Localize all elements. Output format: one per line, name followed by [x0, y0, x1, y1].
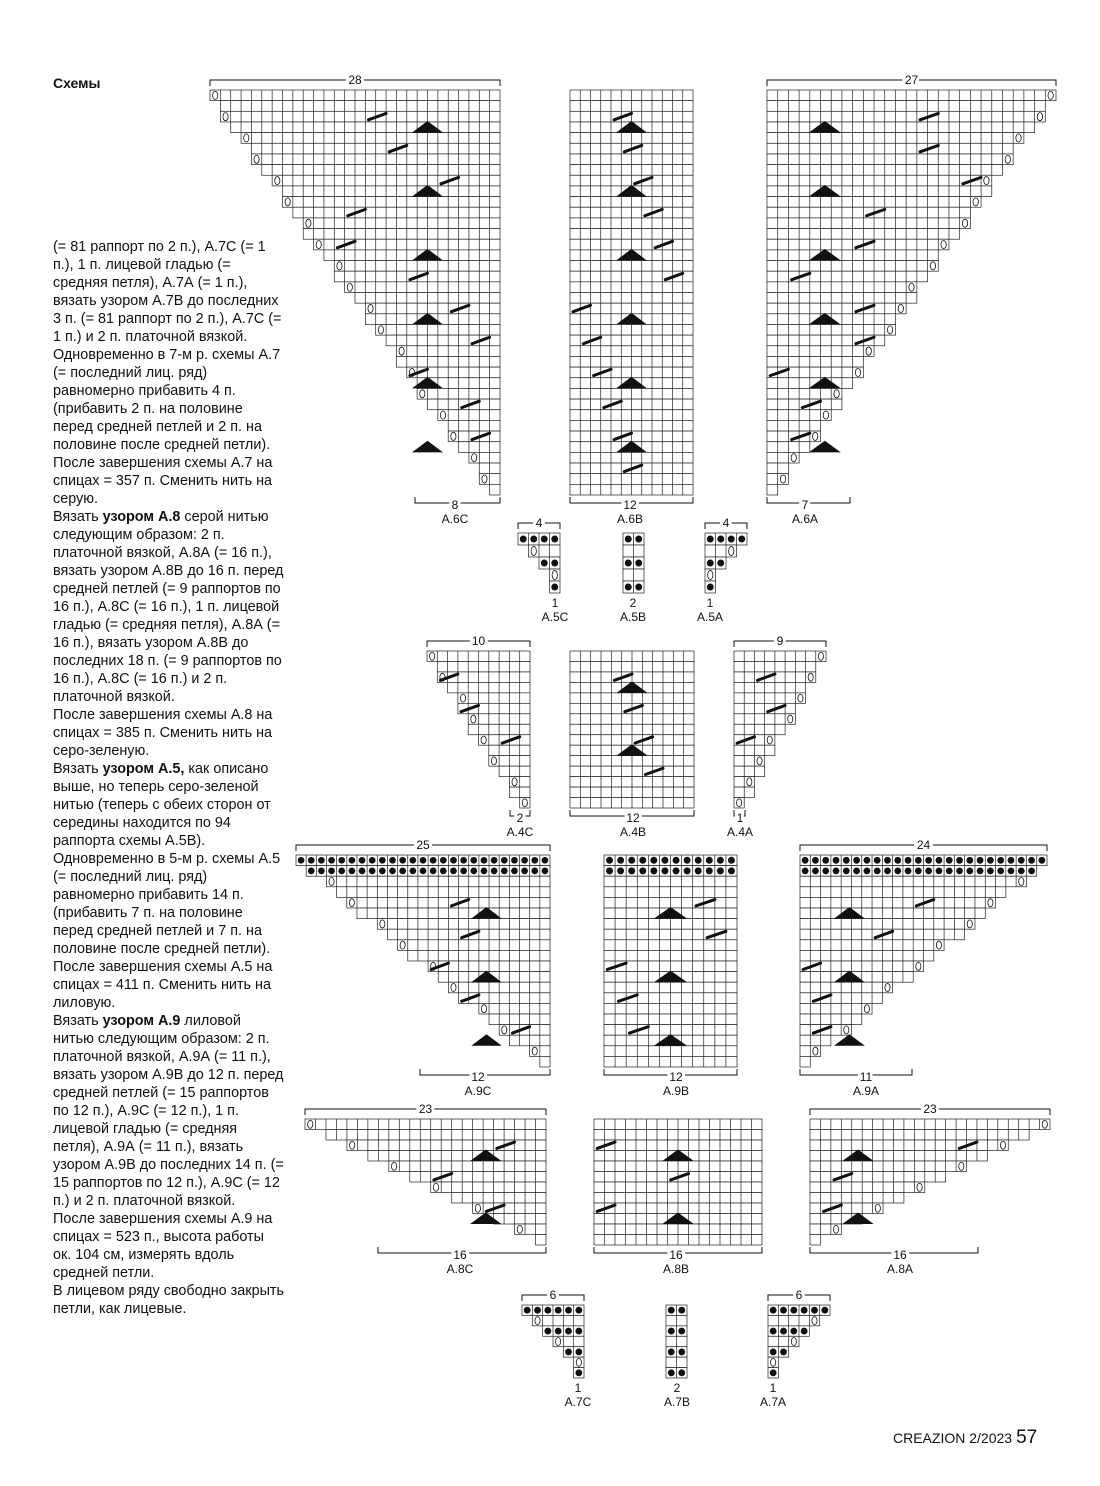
chart-bottom-count: 7: [801, 498, 809, 512]
chart-name: А.9С: [464, 1084, 492, 1098]
chart-top-count: 4: [535, 516, 543, 530]
chart-a9c: [296, 838, 550, 1098]
chart-a7b: [664, 1305, 690, 1409]
row-count-bracket: [420, 1069, 550, 1075]
chart-a4b: [570, 651, 694, 839]
chart-name: А.4В: [619, 825, 647, 839]
paragraph-text: Вязать: [53, 1013, 103, 1029]
chart-top-count: 6: [549, 1288, 557, 1302]
chart-a9b: [604, 855, 737, 1098]
magazine-issue: CREAZION 2/2023: [893, 1430, 1013, 1446]
chart-a6a: [767, 73, 1056, 526]
chart-name: А.6В: [616, 512, 644, 526]
chart-grid: [594, 1119, 762, 1245]
paragraph-text: серой нитью следующим образом: 2 п. платочной вязкой, А.8А (= 16 п.), вязать узором А.8В до 16 п. перед средней петлей (= 9 раппортов по 16 п.), А.8С (= 16 п.), 1 п. лицевой гладью (= средняя петля), А.8А (= 16 п.), вязать узором А.8В до последних 18 п. (= 9 раппортов по 16 п.), А.8С (= 16 п.) и 2 п. платочной вязкой.: [53, 509, 284, 705]
paragraph-text: Одновременно в 7-м р. схемы А.7 (= последний лиц. ряд) равномерно прибавить 4 п. (прибавить 2 п. на половине перед средней петлей и 2 п. на половине после средней петли).: [53, 347, 281, 453]
paragraph-text: (= 81 раппорт по 2 п.), А.7С (= 1 п.), 1 п. лицевой гладью (= средняя петля), А.7А (= 1 п.), вязать узором А.7В до последних 3 п. (= 81 раппорт по 2 п.), А.7С (= 1 п.) и 2 п. платочной вязкой.: [53, 239, 282, 345]
chart-name: А.4А: [726, 825, 754, 839]
chart-bottom-count: 2: [673, 1381, 681, 1395]
chart-top-count: 23: [923, 1102, 937, 1116]
chart-name: А.6А: [791, 512, 819, 526]
chart-a4a: [727, 634, 826, 839]
chart-top-count: 10: [471, 634, 486, 648]
chart-a5c: [518, 516, 569, 624]
chart-name: А.4С: [506, 825, 534, 839]
chart-bottom-count: 11: [859, 1070, 873, 1084]
chart-name: А.9А: [852, 1084, 880, 1098]
chart-grid: [768, 1305, 830, 1378]
chart-a6b: [570, 90, 693, 526]
chart-grid: [522, 1305, 584, 1378]
chart-grid: [210, 90, 500, 495]
chart-grid: [296, 855, 550, 1067]
chart-top-count: 9: [776, 634, 784, 648]
page-footer: [893, 1427, 1037, 1449]
chart-grid: [305, 1119, 546, 1245]
paragraph-text: После завершения схемы А.8 на спицах = 385 п. Сменить нить на серо-зеленую.: [53, 707, 273, 759]
paragraph-text: После завершения схемы А.9 на спицах = 523 п., высота работы ок. 104 см, измерять вдоль средней петли.: [53, 1211, 273, 1281]
chart-top-count: 27: [904, 73, 919, 87]
chart-name: А.7В: [663, 1395, 691, 1409]
chart-bottom-count: 1: [706, 596, 714, 610]
chart-top-count: 24: [916, 838, 931, 852]
chart-bottom-count: 16: [453, 1248, 467, 1262]
chart-name: А.9В: [662, 1084, 690, 1098]
row-count-bracket: [767, 497, 850, 503]
chart-top-count: 25: [416, 838, 430, 852]
chart-a8c: [305, 1102, 546, 1276]
chart-grid: [800, 855, 1047, 1067]
chart-bottom-count: 16: [893, 1248, 907, 1262]
chart-name: А.6С: [441, 512, 469, 526]
chart-a4c: [427, 634, 534, 839]
chart-a8b: [594, 1119, 762, 1276]
chart-a9a: [800, 838, 1047, 1098]
chart-name: А.7А: [759, 1395, 787, 1409]
chart-bottom-count: 12: [626, 811, 640, 825]
chart-top-count: 28: [348, 73, 362, 87]
chart-a7a: [760, 1288, 830, 1409]
chart-bottom-count: 1: [551, 596, 559, 610]
chart-name: А.8А: [886, 1262, 914, 1276]
chart-bottom-count: 12: [623, 498, 637, 512]
paragraph-text: В лицевом ряду свободно закрыть петли, как лицевые.: [53, 1283, 285, 1317]
paragraph-text: лиловой нитью следующим образом: 2 п. платочной вязкой, А.9А (= 11 п.), вязать узором А.9В до 12 п. перед средней петлей (= 15 раппортов по 12 п.), А.9С (= 12 п.), 1 п. лицевой гладью (= средняя петля), А.9А (= 11 п.), вязать узором А.9В до последних 14 п. (= 15 раппортов по 12 п.), А.9С (= 12 п.) и 2 п. платочной вязкой.: [53, 1013, 284, 1209]
chart-bottom-count: 2: [629, 596, 637, 610]
chart-a5a: [697, 516, 747, 624]
chart-name: А.7С: [564, 1395, 592, 1409]
paragraph-text: Одновременно в 5-м р. схемы А.5 (= последний лиц. ряд) равномерно прибавить 14 п. (прибавить 7 п. на половине перед средней петлей и 7 п. на половине после средней петли).: [53, 851, 281, 957]
page-heading: Схемы: [53, 75, 101, 91]
pattern-name: узором А.8: [102, 509, 181, 525]
chart-bottom-count: 1: [736, 811, 744, 825]
pattern-name: узором А.5,: [102, 761, 185, 777]
chart-bottom-count: 16: [669, 1248, 683, 1262]
chart-top-count: 23: [418, 1102, 433, 1116]
chart-a8a: [810, 1102, 1050, 1276]
paragraph-text: После завершения схемы А.5 на спицах = 411 п. Сменить нить на лиловую.: [53, 959, 273, 1011]
chart-a7c: [522, 1288, 592, 1409]
chart-top-count: 6: [795, 1288, 803, 1302]
chart-a5b: [620, 533, 646, 624]
row-count-bracket: [800, 1069, 912, 1075]
chart-bottom-count: 12: [669, 1070, 683, 1084]
chart-name: А.8С: [446, 1262, 474, 1276]
chart-bottom-count: 1: [769, 1381, 777, 1395]
chart-name: А.8В: [662, 1262, 690, 1276]
page-number: 57: [1016, 1427, 1038, 1448]
chart-grid: [666, 1305, 687, 1378]
chart-name: А.5С: [541, 610, 569, 624]
chart-name: А.5А: [696, 610, 724, 624]
chart-a6c: [210, 73, 500, 526]
chart-bottom-count: 12: [471, 1070, 485, 1084]
chart-bottom-count: 1: [574, 1381, 582, 1395]
chart-bottom-count: 2: [516, 811, 524, 825]
paragraph-text: Вязать: [53, 509, 103, 525]
paragraph-text: После завершения схемы А.7 на спицах = 357 п. Сменить нить на серую.: [53, 455, 273, 507]
chart-bottom-count: 8: [451, 498, 459, 512]
paragraph-text: как описано выше, но теперь серо-зеленой нитью (теперь с обеих сторон от середины находится по 94 раппорта схемы А.5В).: [53, 761, 271, 849]
pattern-name: узором А.9: [102, 1013, 181, 1029]
chart-top-count: 4: [722, 516, 730, 530]
chart-name: А.5В: [619, 610, 647, 624]
paragraph-text: Вязать: [53, 761, 103, 777]
chart-grid: [810, 1119, 1050, 1245]
